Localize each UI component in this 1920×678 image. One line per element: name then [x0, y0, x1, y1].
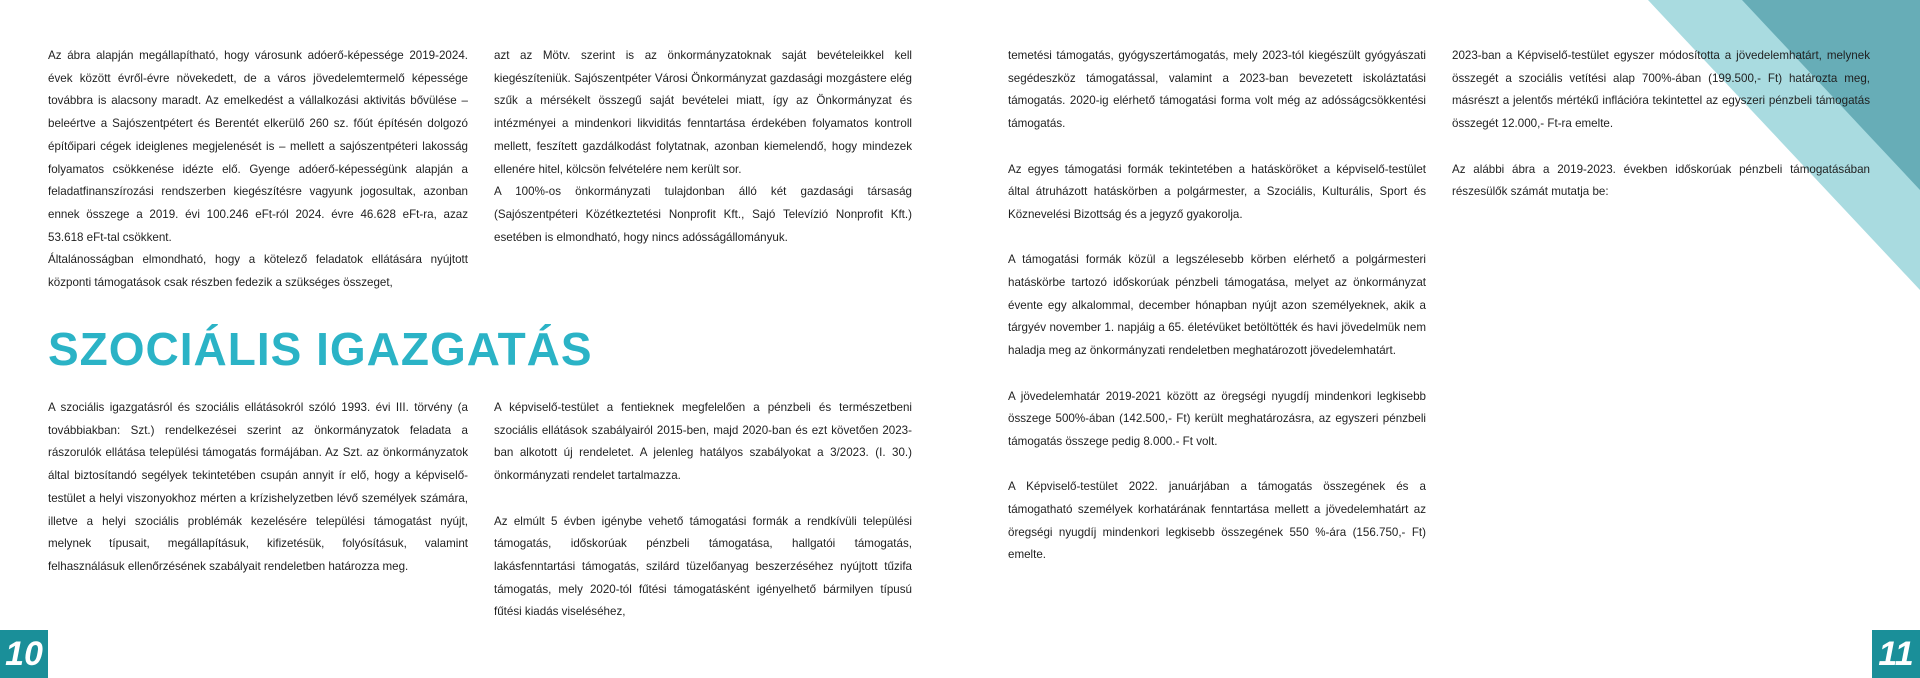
paragraph: Az alábbi ábra a 2019-2023. években időskorúak pénzbeli támogatásában részesülők számát mutatja be:: [1452, 162, 1870, 199]
paragraph: A képviselő-testület a fentieknek megfelelően a pénzbeli és természetbeni szociális ellátások szabályairól 2015-ben, majd 2020-ban és ezt követően 2023-ban alkotott új rendeletet. A jelenleg hatályos szabályokat a 3/2023. (I. 30.) önkormányzati rendelet tartalmazza.: [494, 401, 912, 483]
right-column-2: [1452, 45, 1870, 204]
left-bottom-column-1: [48, 397, 468, 579]
left-top-column-2: [494, 45, 912, 249]
left-bottom-column-2: [494, 397, 912, 624]
paragraph: Az egyes támogatási formák tekintetében a hatásköröket a képviselő-testület által átruházott hatáskörben a polgármester, a Szociális, Kulturális, Sport és Köznevelési Bizottság és a jegyző gyakorolja.: [1008, 162, 1426, 221]
paragraph: azt az Mötv. szerint is az önkormányzatoknak saját bevételeikkel kell kiegészíteniük. Sajószentpéter Városi Önkormányzat gazdasági mozgástere elég szűk a mérsékelt összegű saját bevételei miatt, így az Önkormányzat és intézményei a mindenkori likviditás fenntartása érdekében folyamatos kontroll mellett, feszített gazdálkodást folytatnak, azonban kiemelendő, hogy mindezek ellenére hitel, kölcsön felvételére nem került sor.: [494, 49, 912, 176]
page-number-right: 11: [1872, 630, 1920, 678]
paragraph: temetési támogatás, gyógyszertámogatás, mely 2023-tól kiegészült gyógyászati segédeszköz támogatással, valamint a 2023-ban bevezetett iskoláztatási támogatás. 2020-ig elérhető támogatási forma volt még az adósságcsökkentési támogatás.: [1008, 49, 1426, 131]
paragraph: A jövedelemhatár 2019-2021 között az öregségi nyugdíj mindenkori legkisebb összege 500%-ában (142.500,- Ft) került meghatározásra, az egyszeri pénzbeli támogatás összege pedig 8.000.- Ft volt.: [1008, 389, 1426, 448]
right-column-1: [1008, 45, 1426, 567]
left-top-column-1: [48, 45, 468, 295]
paragraph: A támogatási formák közül a legszélesebb körben elérhető a polgármesteri hatáskörbe tartozó időskorúak pénzbeli támogatása, melyet az önkormányzat évente egy alkalommal, december hónapban nyújt azon személyeknek, akik a tárgyév november 1. napjáig a 65. életévüket betöltötték és havi jövedelmük nem haladja meg az önkormányzati rendeletben meghatározott jövedelemhatárt.: [1008, 253, 1426, 358]
paragraph: 2023-ban a Képviselő-testület egyszer módosította a jövedelemhatárt, melynek összegét a szociális vetítési alap 700%-ában (199.500,- Ft) határozta meg, másrészt a jelentős mértékű inflációra tekintettel az egyszeri pénzbeli támogatás összegét 12.000,- Ft-ra emelte.: [1452, 49, 1870, 131]
page-number-left: 10: [0, 630, 48, 678]
paragraph: A 100%-os önkormányzati tulajdonban álló két gazdasági társaság (Sajószentpéteri Közétkeztetési Nonprofit Kft., Sajó Televízió Nonprofit Kft.) esetében is elmondható, hogy nincs adósságállományuk.: [494, 185, 912, 244]
paragraph: Az elmúlt 5 évben igénybe vehető támogatási formák a rendkívüli települési támogatás, időskorúak pénzbeli támogatása, hallgatói támogatás, lakásfenntartási támogatás, szilárd tüzelőanyag beszerzéséhez nyújtott tűzifa támogatás, mely 2020-tól fűtési támogatásként igényelhető bármilyen típusú fűtési kiadás viseléséhez,: [494, 514, 912, 619]
paragraph: A szociális igazgatásról és szociális ellátásokról szóló 1993. évi III. törvény (a továbbiakban: Szt.) rendelkezései szerint az önkormányzatok feladata a rászorulók ellátása települési támogatás formájában. Az Szt. az önkormányzatok által biztosítandó segélyek tekintetében csupán annyit ír elő, hogy a képviselő-testület a helyi viszonyokhoz mérten a krízishelyzetben lévő személyek számára, illetve a helyi szociális problémák kezelésére települési támogatást nyújt, melynek típusait, megállapításuk, kifizetésük, folyósításuk, valamint felhasználásuk ellenőrzésének szabályait rendeletben határozza meg.: [48, 401, 468, 573]
section-heading: SZOCIÁLIS IGAZGATÁS: [48, 323, 593, 375]
paragraph: Az ábra alapján megállapítható, hogy városunk adóerő-képessége 2019-2024. évek között évről-évre növekedett, de a város jövedelemtermelő képessége továbbra is alacsony maradt. Az emelkedést a vállalkozási aktivitás bővülése – beleértve a Sajószentpétert és Berentét elkerülő 260 sz. főút építésén dolgozó építőipari cégek ideiglenes megjelenését is – mellett a sajószentpéteri lakosság folyamatos csökkenése idézte elő. Gyenge adóerő-képességünk alapján a feladatfinanszírozási rendszerben kiegészítésre vagyunk jogosultak, azonban ennek összege a 2019. évi 100.246 eFt-ról 2024. évre 46.628 eFt-ra, azaz 53.618 eFt-tal csökkent.: [48, 49, 468, 244]
paragraph: A Képviselő-testület 2022. januárjában a támogatás összegének és a támogatható személyek korhatárának fenntartása mellett a jövedelemhatárt az öregségi nyugdíj mindenkori legkisebb összegének 550 %-ára (156.750,- Ft) emelte.: [1008, 480, 1426, 562]
paragraph: Általánosságban elmondható, hogy a kötelező feladatok ellátására nyújtott központi támogatások csak részben fedezik a szükséges összeget,: [48, 253, 468, 290]
